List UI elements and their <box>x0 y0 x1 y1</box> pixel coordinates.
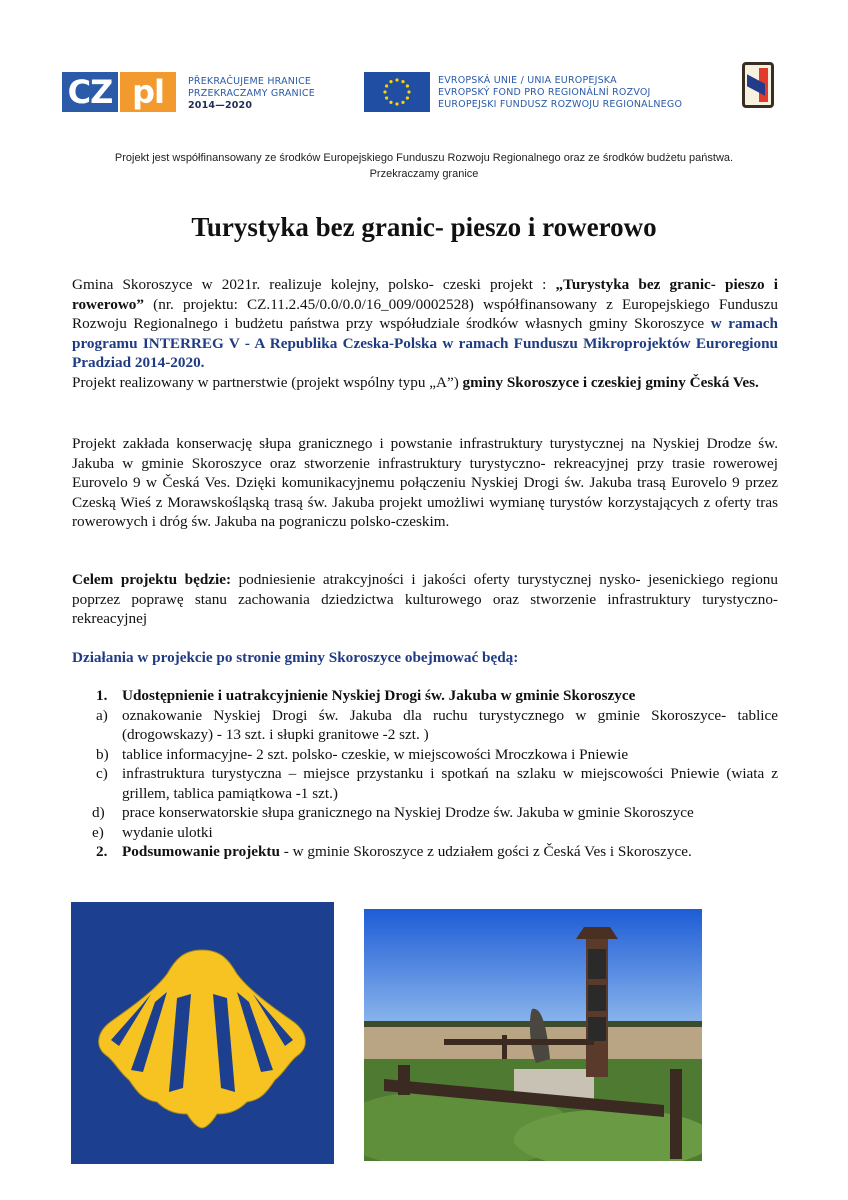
intro-text-5: Projekt realizowany w partnerstwie (projekt wspólny typu „A”) <box>72 373 463 391</box>
eu-flag-icon <box>364 72 430 112</box>
goal-paragraph <box>72 570 778 629</box>
czpl-line-2: PRZEKRACZAMY GRANICE <box>188 88 315 99</box>
item-text: wydanie ulotki <box>122 823 213 841</box>
eu-line-3: EUROPEJSKI FUNDUSZ ROZWOJU REGIONALNEGO <box>438 99 683 110</box>
actions-list <box>72 686 778 862</box>
item-text: infrastruktura turystyczna – miejsce przystanku i spotkań na szlaku w miejscowości Pniewie (wiata z grillem, tablica pamiątkowa -1 szt.) <box>122 765 778 802</box>
notice-line-1: Projekt jest współfinansowany ze środków Europejskiego Funduszu Rozwoju Regionalnego oraz ze środków budżetu państwa. <box>114 152 734 164</box>
description-paragraph: Projekt zakłada konserwację słupa granicznego i powstanie infrastruktury turystycznej na Nyskiej Drodze św. Jakuba w gminie Skoroszyce oraz stworzenie infrastruktury turystyczno- rekreacyjnej przy trasie rowerowej Eurovelo 9 w Česká Ves. Dzięki komunikacyjnemu połączeniu Nyskiej Drogi św. Jakuba trasą Eurovelo 9 przez Czeską Wieś z Morawskośląską trasą św. Jakuba projekt umożliwi wymianę turystów korzystających z oferty tras rowerowych i dróg św. Jakuba na pograniczu polsko-czeskim. <box>72 435 778 530</box>
goal-label: Celem projektu będzie: <box>72 571 232 588</box>
item-text: tablice informacyjne- 2 szt. polsko- czeskie, w miejscowości Mroczkowa i Pniewie <box>122 745 629 763</box>
item-text: oznakowanie Nyskiej Drogi św. Jakuba dla ruchu turystycznego w gminie Skoroszyce- tablice (drogowskazy) - 13 szt. i słupki granitowe -2 szt. ) <box>122 706 778 743</box>
item-letter: b) <box>96 745 109 763</box>
item-description: - w gminie Skoroszyce z udziałem gości z Česká Ves i Skoroszyce. <box>279 843 692 860</box>
euroregion-crest-icon <box>742 62 774 108</box>
list-item <box>72 745 778 765</box>
list-item <box>72 803 778 823</box>
intro-project-name: „Turystyka bez granic- pieszo i rowerowo” <box>72 276 779 313</box>
czpl-line-1: PŘEKRAČUJEME HRANICE <box>188 76 312 87</box>
intro-partners: gminy Skoroszyce i czeskiej gminy Česká Ves. <box>462 373 759 391</box>
boundary-post-photo <box>364 909 702 1161</box>
czpl-logo-cz: CZ <box>62 72 118 112</box>
list-item <box>72 686 778 706</box>
list-item <box>72 842 778 862</box>
item-text <box>122 842 778 862</box>
item-label: Podsumowanie projektu <box>122 843 280 860</box>
czpl-line-3: 2014—2020 <box>188 100 253 111</box>
cofinancing-notice <box>60 150 788 182</box>
list-item <box>72 706 778 745</box>
item-text: Udostępnienie i uatrakcyjnienie Nyskiej Drogi św. Jakuba w gminie Skoroszyce <box>122 687 636 704</box>
intro-partnership <box>72 373 778 393</box>
intro-paragraph <box>72 275 778 392</box>
item-letter: c) <box>96 765 108 782</box>
item-letter: a) <box>96 706 108 724</box>
item-text: prace konserwatorskie słupa granicznego na Nyskiej Drodze św. Jakuba w gminie Skoroszyce <box>122 804 694 821</box>
eu-logo-text <box>438 75 682 111</box>
eu-line-2: EVROPSKÝ FOND PRO REGIONÁLNÍ ROZVOJ <box>438 87 651 98</box>
goal-text: podniesienie atrakcyjności i jakości oferty turystycznej nysko- jesenickiego regionu poprzez poprawę stanu zachowania dziedzictwa kulturowego oraz stworzenie infrastruktury turystyczno- rekreacyjnej <box>72 571 778 627</box>
scallop-shell-icon <box>71 902 334 1164</box>
intro-text-3: (nr. projektu: CZ.11.2.45/0.0/0.0/16_009/0002528) współfinansowany z Europejskiego Funduszu Rozwoju Regionalnego i budżetu państwa przy współudziale środków własnych gminy Skoroszyce <box>72 295 778 332</box>
item-number: 2. <box>96 843 108 860</box>
list-item <box>72 764 778 803</box>
notice-line-2: Przekraczamy granice <box>369 168 479 180</box>
czpl-logo-text <box>188 76 315 112</box>
list-item <box>72 823 778 843</box>
intro-text-1: Gmina Skoroszyce w 2021r. realizuje kolejny, polsko- czeski projekt : <box>72 276 556 293</box>
item-number: 1. <box>96 687 108 704</box>
eu-line-1: EVROPSKÁ UNIE / UNIA EUROPEJSKA <box>438 75 617 86</box>
actions-heading <box>72 648 778 668</box>
intro-program: w ramach programu INTERREG V - A Republika Czeska-Polska w ramach Funduszu Mikroprojektów Euroregionu Pradziad 2014-2020. <box>72 315 778 371</box>
actions-heading-text: Działania w projekcie po stronie gminy Skoroszyce obejmować będą: <box>72 649 519 666</box>
page-title: Turystyka bez granic- pieszo i rowerowo <box>191 212 657 242</box>
czpl-logo-pl: pl <box>120 72 176 112</box>
item-letter: d) <box>92 804 105 821</box>
item-letter: e) <box>92 823 104 841</box>
